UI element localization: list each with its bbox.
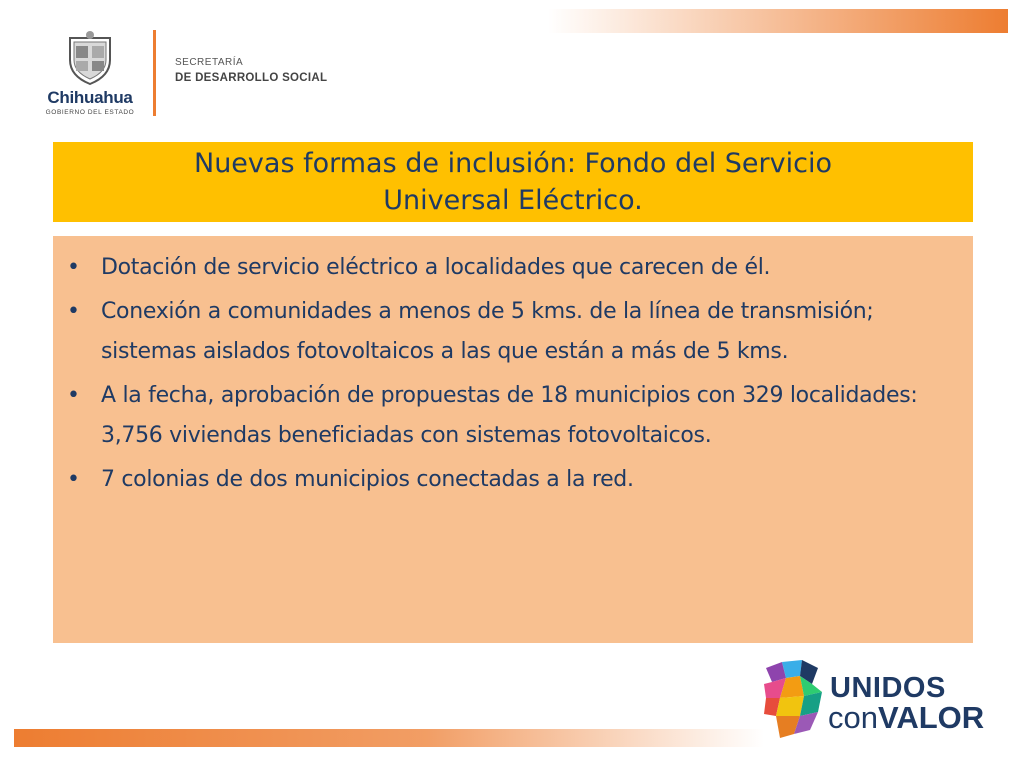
bullet-text: Dotación de servicio eléctrico a localidades que carecen de él. — [101, 255, 771, 280]
state-seal-icon — [62, 30, 118, 86]
desarrollo-social-label: DE DESARROLLO SOCIAL — [175, 72, 328, 84]
bullet-dot: • — [67, 255, 80, 280]
bullet-item — [67, 248, 943, 288]
bottom-accent-bar — [14, 729, 764, 747]
unidos-con-valor-logo — [760, 658, 1000, 748]
con-text: con — [828, 700, 878, 735]
bullet-dot: • — [67, 299, 80, 324]
bullet-item — [67, 292, 943, 372]
header-divider — [153, 30, 156, 116]
slide-title: Nuevas formas de inclusión: Fondo del Servicio Universal Eléctrico. — [194, 148, 832, 216]
bullet-list — [67, 248, 943, 500]
state-name: Chihuahua — [47, 88, 133, 107]
content-panel — [53, 236, 973, 643]
title-bar — [53, 142, 973, 222]
secretaria-label: SECRETARÍA — [175, 57, 244, 68]
unidos-text: UNIDOS — [830, 672, 946, 704]
bullet-text: 7 colonias de dos municipios conectadas a la red. — [101, 467, 634, 492]
con-valor-text — [828, 700, 984, 736]
government-label: GOBIERNO DEL ESTADO — [45, 109, 135, 116]
bullet-item — [67, 460, 943, 500]
bullet-text: Conexión a comunidades a menos de 5 kms. de la línea de transmisión; sistemas aislados fotovoltaicos a las que están a más de 5 kms. — [101, 299, 874, 364]
bullet-text: A la fecha, aprobación de propuestas de 18 municipios con 329 localidades: 3,756 viviendas beneficiadas con sistemas fotovoltaicos. — [101, 383, 918, 448]
chihuahua-map-icon — [760, 658, 826, 742]
top-accent-bar — [548, 9, 1008, 33]
bullet-item — [67, 376, 943, 456]
chihuahua-government-logo — [40, 30, 148, 122]
bullet-dot: • — [67, 383, 80, 408]
valor-text: VALOR — [877, 700, 985, 735]
bullet-dot: • — [67, 467, 80, 492]
